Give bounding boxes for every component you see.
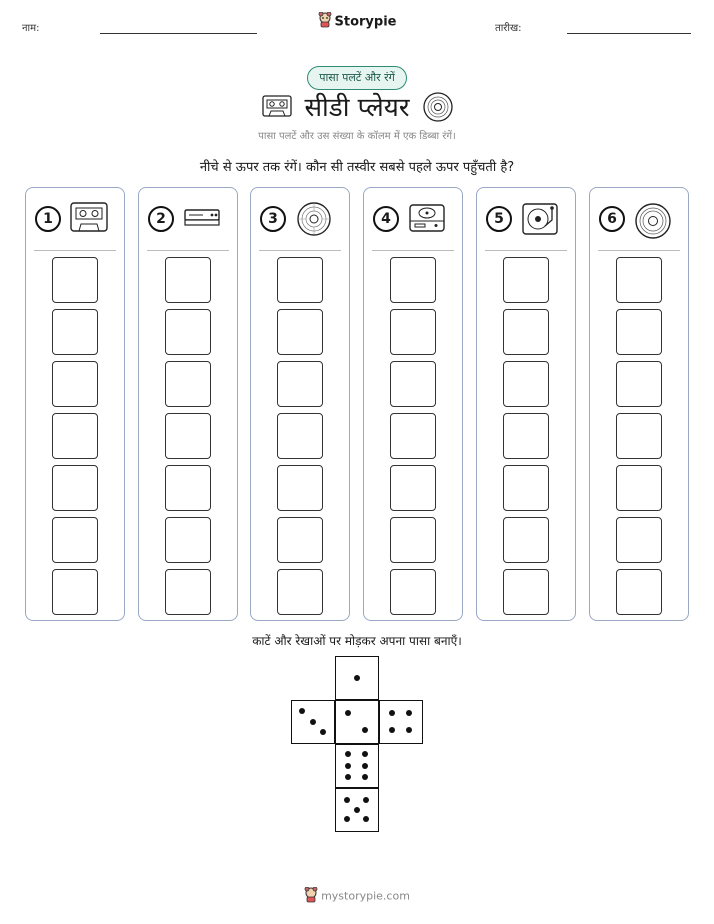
column-number: 2 bbox=[148, 206, 174, 232]
color-box[interactable] bbox=[503, 257, 549, 303]
color-box[interactable] bbox=[616, 569, 662, 615]
dice-pip bbox=[406, 710, 412, 716]
color-box[interactable] bbox=[52, 569, 98, 615]
dice-pip bbox=[345, 774, 351, 780]
dice-pip bbox=[362, 751, 368, 757]
color-box[interactable] bbox=[165, 569, 211, 615]
dice-pip bbox=[389, 727, 395, 733]
column-1 bbox=[25, 187, 125, 621]
dice-pip bbox=[363, 797, 369, 803]
dice-pip bbox=[345, 710, 351, 716]
column-number: 6 bbox=[599, 206, 625, 232]
dice-pip bbox=[363, 816, 369, 822]
column-5 bbox=[476, 187, 576, 621]
color-box[interactable] bbox=[503, 569, 549, 615]
footer bbox=[0, 887, 714, 906]
color-box[interactable] bbox=[165, 309, 211, 355]
color-box[interactable] bbox=[52, 413, 98, 459]
column-number: 5 bbox=[486, 206, 512, 232]
column-3 bbox=[250, 187, 350, 621]
divider bbox=[598, 250, 680, 251]
dice-pip bbox=[389, 710, 395, 716]
color-box[interactable] bbox=[616, 361, 662, 407]
color-box[interactable] bbox=[390, 413, 436, 459]
compact-disc-icon bbox=[295, 202, 333, 240]
dice-face-4 bbox=[379, 700, 423, 744]
color-box[interactable] bbox=[390, 465, 436, 511]
activity-badge: पासा पलटें और रंगें bbox=[307, 66, 407, 90]
dice-pip bbox=[344, 797, 350, 803]
color-box[interactable] bbox=[616, 257, 662, 303]
footer-url[interactable]: mystorypie.com bbox=[321, 889, 410, 903]
color-box[interactable] bbox=[390, 361, 436, 407]
color-box[interactable] bbox=[52, 309, 98, 355]
color-box[interactable] bbox=[390, 309, 436, 355]
column-4 bbox=[363, 187, 463, 621]
divider bbox=[147, 250, 229, 251]
dice-pip bbox=[354, 807, 360, 813]
dice-face-6 bbox=[335, 744, 379, 788]
dice-pip bbox=[362, 774, 368, 780]
color-box[interactable] bbox=[277, 413, 323, 459]
storypie-mascot-icon bbox=[318, 12, 332, 32]
vinyl-record-icon bbox=[423, 92, 453, 126]
brand-name: Storypie bbox=[334, 14, 397, 30]
color-box[interactable] bbox=[165, 465, 211, 511]
dice-pip bbox=[362, 763, 368, 769]
cassette-tape-icon bbox=[70, 202, 108, 236]
column-2 bbox=[138, 187, 238, 621]
column-number: 3 bbox=[260, 206, 286, 232]
dice-pip bbox=[362, 727, 368, 733]
dice-pip bbox=[345, 751, 351, 757]
color-box[interactable] bbox=[616, 309, 662, 355]
color-box[interactable] bbox=[52, 257, 98, 303]
color-box[interactable] bbox=[277, 465, 323, 511]
column-number: 1 bbox=[35, 206, 61, 232]
color-box[interactable] bbox=[616, 465, 662, 511]
color-box[interactable] bbox=[390, 569, 436, 615]
color-box[interactable] bbox=[390, 517, 436, 563]
divider bbox=[34, 250, 116, 251]
brand-logo bbox=[0, 12, 714, 32]
divider bbox=[259, 250, 341, 251]
color-box[interactable] bbox=[616, 517, 662, 563]
color-box[interactable] bbox=[390, 257, 436, 303]
color-box[interactable] bbox=[165, 413, 211, 459]
color-box[interactable] bbox=[52, 517, 98, 563]
color-box[interactable] bbox=[277, 309, 323, 355]
divider bbox=[372, 250, 454, 251]
color-box[interactable] bbox=[503, 361, 549, 407]
color-box[interactable] bbox=[165, 517, 211, 563]
color-box[interactable] bbox=[503, 465, 549, 511]
color-box[interactable] bbox=[277, 257, 323, 303]
dice-face-1 bbox=[335, 656, 379, 700]
dice-pip bbox=[310, 719, 316, 725]
dice-face-3 bbox=[291, 700, 335, 744]
color-box[interactable] bbox=[277, 517, 323, 563]
column-6 bbox=[589, 187, 689, 621]
color-box[interactable] bbox=[503, 309, 549, 355]
column-number: 4 bbox=[373, 206, 399, 232]
dice-pip bbox=[406, 727, 412, 733]
color-box[interactable] bbox=[503, 517, 549, 563]
dice-pip bbox=[344, 816, 350, 822]
dice-pip bbox=[320, 729, 326, 735]
vinyl-record-icon bbox=[634, 202, 672, 244]
date-label: तारीख: bbox=[495, 23, 522, 34]
color-box[interactable] bbox=[503, 413, 549, 459]
color-box[interactable] bbox=[165, 361, 211, 407]
color-box[interactable] bbox=[277, 361, 323, 407]
divider bbox=[485, 250, 567, 251]
name-label: नाम: bbox=[22, 23, 40, 34]
dice-pip bbox=[354, 675, 360, 681]
color-box[interactable] bbox=[616, 413, 662, 459]
name-line[interactable] bbox=[100, 33, 257, 34]
turntable-icon bbox=[521, 202, 559, 240]
cd-player-icon bbox=[408, 202, 446, 238]
dvd-player-icon bbox=[183, 202, 221, 236]
color-box[interactable] bbox=[52, 465, 98, 511]
instruction-text: नीचे से ऊपर तक रंगें। कौन सी तस्वीर सबसे पहले ऊपर पहुँचती है? bbox=[199, 160, 515, 175]
dice-face-5 bbox=[335, 788, 379, 832]
color-box[interactable] bbox=[52, 361, 98, 407]
subtitle: पासा पलटें और उस संख्या के कॉलम में एक डिब्बा रंगें। bbox=[258, 131, 456, 142]
page-title: सीडी प्लेयर bbox=[304, 93, 410, 123]
storypie-mascot-icon bbox=[304, 887, 318, 906]
date-line[interactable] bbox=[567, 33, 691, 34]
cut-instruction: काटें और रेखाओं पर मोड़कर अपना पासा बनाएँ। bbox=[252, 634, 462, 648]
color-box[interactable] bbox=[277, 569, 323, 615]
dice-pip bbox=[345, 763, 351, 769]
color-box[interactable] bbox=[165, 257, 211, 303]
dice-pip bbox=[299, 708, 305, 714]
dice-face-2 bbox=[335, 700, 379, 744]
